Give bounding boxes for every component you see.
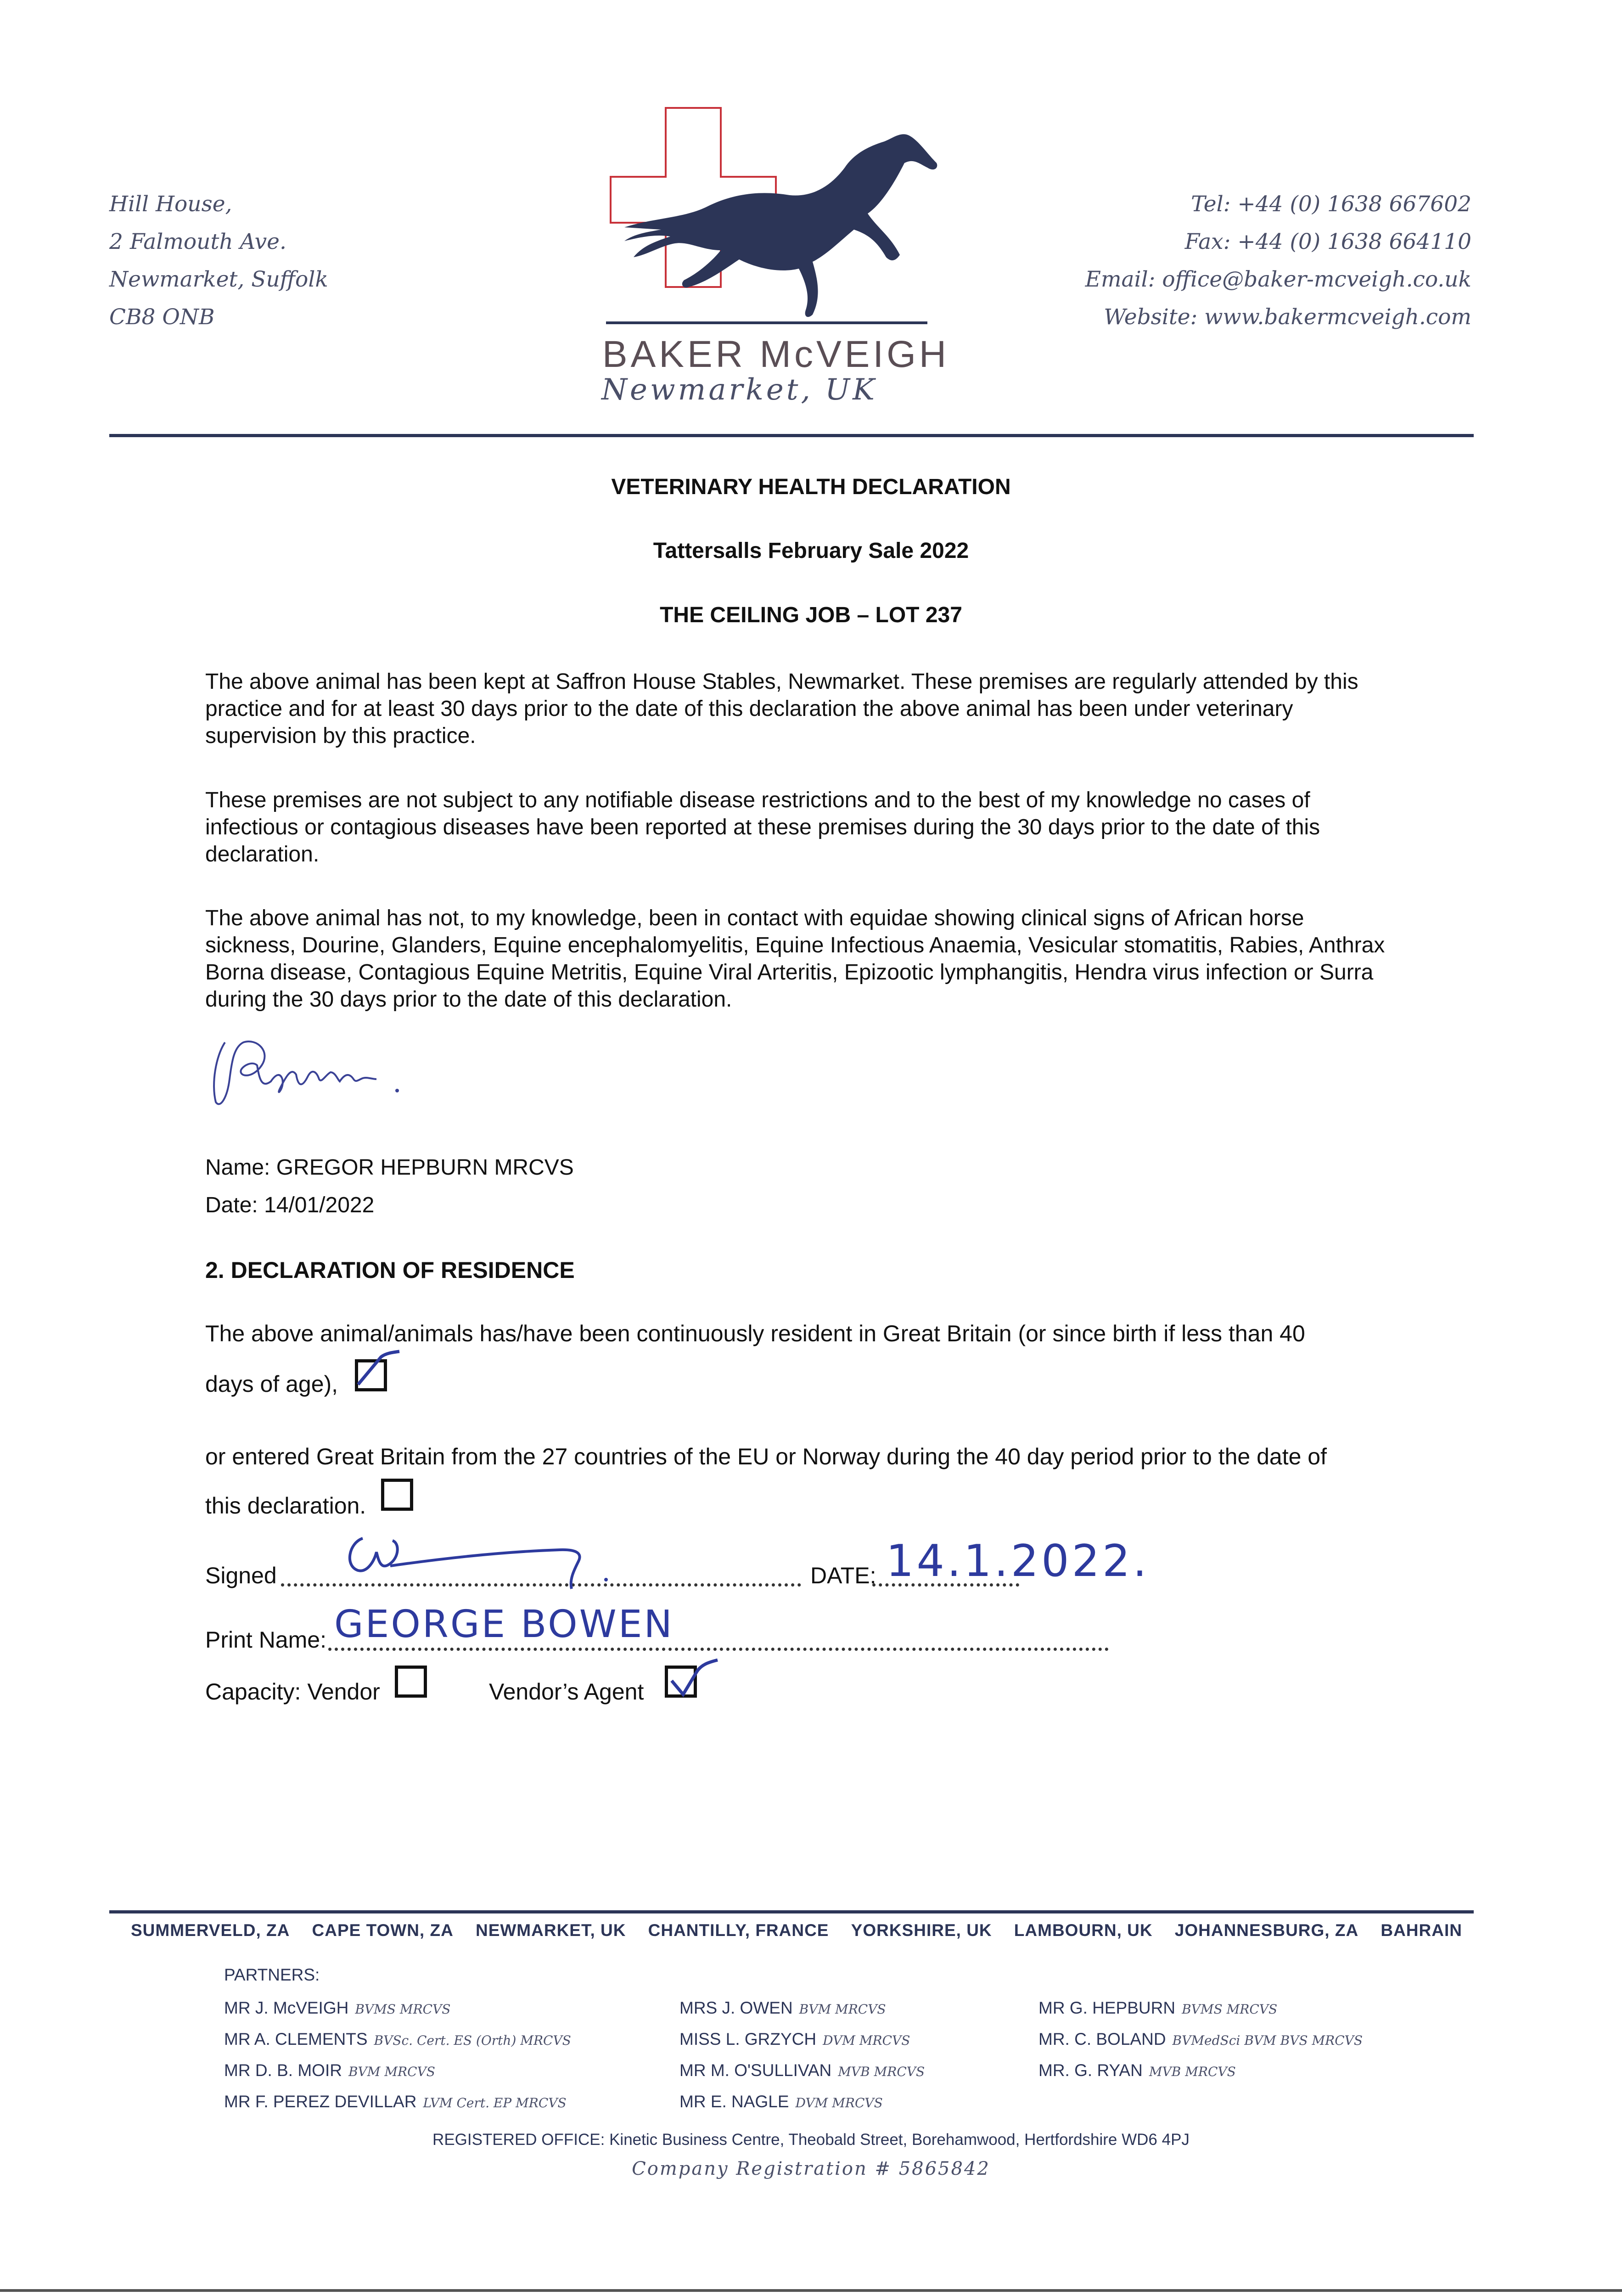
residence-text-line2: days of age),: [205, 1371, 338, 1397]
office-location: JOHANNESBURG, ZA: [1174, 1921, 1359, 1940]
partner-entry: [679, 2024, 925, 2055]
partners-column-3: [1038, 1993, 1363, 2087]
address-line: Hill House,: [109, 191, 232, 217]
contact-fax: Fax: +44 (0) 1638 664110: [1184, 229, 1471, 254]
sender-address: [109, 186, 328, 336]
partner-name: MR E. NAGLE: [679, 2092, 789, 2111]
partner-entry: [1038, 2055, 1363, 2087]
partner-qualifications: BVM MRCVS: [348, 2064, 435, 2079]
partner-entry: [679, 2087, 925, 2118]
partner-qualifications: LVM Cert. EP MRCVS: [423, 2095, 567, 2110]
company-registration: Company Registration # 5865842: [632, 2158, 990, 2179]
partner-qualifications: BVSc. Cert. ES (Orth) MRCVS: [374, 2033, 571, 2048]
partner-name: MRS J. OWEN: [679, 1998, 793, 2017]
office-location: CHANTILLY, FRANCE: [648, 1921, 829, 1940]
partners-column-2: [679, 1993, 925, 2118]
partner-entry: [679, 1993, 925, 2024]
vet-signature: [207, 1029, 409, 1116]
sale-name: Tattersalls February Sale 2022: [653, 539, 969, 563]
address-line: CB8 ONB: [109, 304, 215, 330]
partner-name: MR. G. RYAN: [1038, 2061, 1143, 2080]
scan-edge-line: [0, 2289, 1622, 2292]
footer-divider: [109, 1910, 1474, 1913]
office-locations: [131, 1921, 1462, 1940]
owner-signature: [331, 1520, 652, 1598]
partner-qualifications: BVMS MRCVS: [355, 2002, 451, 2017]
lot-name: THE CEILING JOB – LOT 237: [660, 603, 962, 627]
residence-text-line3: or entered Great Britain from the 27 countries of the EU or Norway during the 40 day period prior to the date of: [205, 1444, 1327, 1469]
office-location: YORKSHIRE, UK: [851, 1921, 992, 1940]
vet-date: Date: 14/01/2022: [205, 1193, 375, 1217]
partner-entry: [1038, 1993, 1363, 2024]
partner-qualifications: BVM MRCVS: [799, 2002, 886, 2017]
residence-text-line1: The above animal/animals has/have been continuously resident in Great Britain (or since birth if less than 40: [205, 1321, 1305, 1346]
partners-label: PARTNERS:: [224, 1965, 320, 1984]
office-location: CAPE TOWN, ZA: [312, 1921, 454, 1940]
handwritten-date: 14.1.2022.: [886, 1536, 1150, 1587]
horse-cross-logo: [597, 103, 964, 338]
address-line: 2 Falmouth Ave.: [109, 229, 286, 254]
address-line: Newmarket, Suffolk: [109, 267, 328, 292]
vendors-agent-label: Vendor’s Agent: [489, 1679, 644, 1705]
contact-phone: Tel: +44 (0) 1638 667602: [1191, 191, 1471, 217]
vendor-checkbox[interactable]: [395, 1666, 427, 1698]
brand-location: Newmarket, UK: [601, 373, 877, 407]
partner-entry: [224, 2087, 571, 2118]
paragraph-premises: The above animal has been kept at Saffron House Stables, Newmarket. These premises are regularly attended by this practice and for at least 30 days prior to the date of this declaration the above animal has been under veterinary supervision by this practice.: [205, 670, 1358, 748]
partner-entry: [224, 2024, 571, 2055]
partner-qualifications: DVM MRCVS: [823, 2033, 910, 2048]
agent-check-mark: [660, 1653, 720, 1704]
vet-name: Name: GREGOR HEPBURN MRCVS: [205, 1155, 574, 1180]
contact-website: Website: www.bakermcveigh.com: [1104, 304, 1471, 330]
partner-qualifications: MVB MRCVS: [838, 2064, 925, 2079]
print-name-dotted-line: [328, 1648, 1109, 1651]
partner-name: MR J. McVEIGH: [224, 1998, 349, 2017]
partner-name: MR A. CLEMENTS: [224, 2030, 368, 2048]
partner-entry: [1038, 2024, 1363, 2055]
header-divider: [109, 434, 1474, 437]
partner-name: MR D. B. MOIR: [224, 2061, 342, 2080]
partner-entry: [679, 2055, 925, 2087]
signed-label: Signed: [205, 1563, 277, 1588]
office-location: BAHRAIN: [1381, 1921, 1462, 1940]
contact-details: [1085, 186, 1471, 336]
paragraph-contact: The above animal has not, to my knowledge, been in contact with equidae showing clinical signs of African horse sickness, Dourine, Glanders, Equine encephalomyelitis, Equine Infectious Anaemia, Vesicular stomatitis, Rabies, Anthrax Borna disease, Contagious Equine Metritis, Equine Viral Arteritis, Epizootic lymphangitis, Hendra virus infection or Surra during the 30 days prior to the date of this declaration.: [205, 906, 1385, 1012]
paragraph-restrictions: These premises are not subject to any notifiable disease restrictions and to the best of my knowledge no cases of infectious or contagious diseases have been reported at these premises during the 30 days prior to the date of this declaration.: [205, 788, 1320, 867]
office-location: NEWMARKET, UK: [475, 1921, 626, 1940]
partner-qualifications: MVB MRCVS: [1149, 2064, 1236, 2079]
office-location: SUMMERVELD, ZA: [131, 1921, 290, 1940]
partner-name: MR. C. BOLAND: [1038, 2030, 1166, 2048]
brand-name: BAKER McVEIGH: [602, 333, 950, 375]
partner-qualifications: BVMS MRCVS: [1182, 2002, 1278, 2017]
handwritten-print-name: GEORGE BOWEN: [334, 1603, 674, 1646]
contact-email: Email: office@baker-mcveigh.co.uk: [1085, 267, 1471, 292]
partner-qualifications: BVMedSci BVM BVS MRCVS: [1172, 2033, 1363, 2048]
partner-name: MISS L. GRZYCH: [679, 2030, 817, 2048]
residence-text-line4: this declaration.: [205, 1493, 366, 1519]
section-heading-residence: 2. DECLARATION OF RESIDENCE: [205, 1257, 575, 1283]
partners-column-1: [224, 1993, 571, 2118]
capacity-vendor-label: Capacity: Vendor: [205, 1679, 380, 1705]
partner-name: MR G. HEPBURN: [1038, 1998, 1176, 2017]
entered-gb-checkbox[interactable]: [381, 1479, 413, 1511]
office-location: LAMBOURN, UK: [1014, 1921, 1153, 1940]
document-title: VETERINARY HEALTH DECLARATION: [611, 475, 1011, 499]
partner-name: MR F. PEREZ DEVILLAR: [224, 2092, 417, 2111]
partner-name: MR M. O'SULLIVAN: [679, 2061, 832, 2080]
date-label: DATE:: [810, 1563, 876, 1588]
resident-check-mark: [349, 1348, 404, 1394]
registered-office: REGISTERED OFFICE: Kinetic Business Centre, Theobald Street, Borehamwood, Hertfordshire WD6 4PJ: [432, 2131, 1190, 2149]
partner-qualifications: DVM MRCVS: [795, 2095, 883, 2110]
print-name-label: Print Name:: [205, 1627, 326, 1653]
partner-entry: [224, 1993, 571, 2024]
partner-entry: [224, 2055, 571, 2087]
